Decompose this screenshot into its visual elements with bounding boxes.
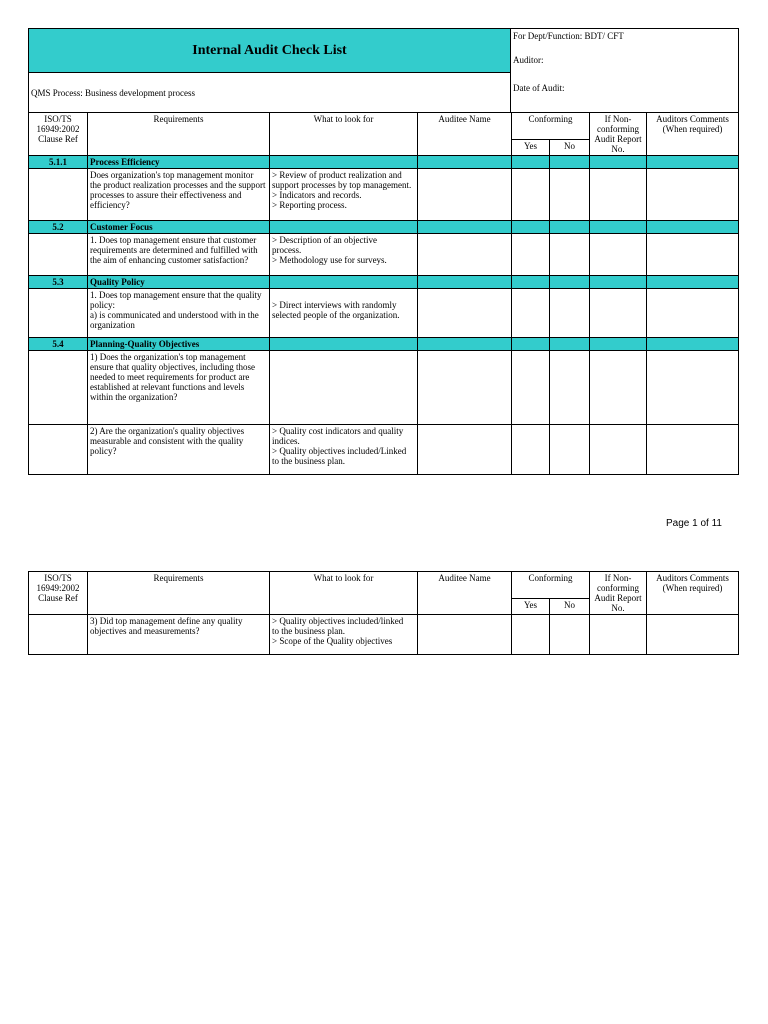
requirement-cell	[88, 234, 270, 276]
section-empty-cell	[512, 156, 550, 169]
section-title: Quality Policy	[88, 276, 270, 289]
section-empty-cell	[512, 276, 550, 289]
checklist-row	[29, 169, 739, 221]
section-empty-cell	[512, 338, 550, 351]
clause-cell	[29, 234, 88, 276]
section-row	[29, 156, 739, 169]
dept-function-label: For Dept/Function: BDT/ CFT	[513, 31, 624, 41]
clause-cell	[29, 289, 88, 338]
header-auditee-name: Auditee Name	[418, 572, 512, 615]
yes-cell	[512, 351, 550, 425]
section-empty-cell	[590, 156, 647, 169]
text-line: conforming	[597, 124, 639, 134]
header-conforming: Conforming	[512, 113, 590, 140]
text-line: > Direct interviews with randomly	[272, 300, 397, 310]
text-line: > Description of an objective	[272, 235, 378, 245]
header-clause-ref	[29, 113, 88, 156]
section-title: Customer Focus	[88, 221, 270, 234]
date-of-audit-label: Date of Audit:	[513, 83, 565, 93]
clause-cell	[29, 425, 88, 475]
audit-header-table	[28, 28, 739, 113]
text-line: > Indicators and records.	[272, 190, 362, 200]
auditor-comments-cell	[647, 351, 739, 425]
yes-cell	[512, 234, 550, 276]
qms-process-label: QMS Process: Business development process	[29, 73, 511, 113]
column-header-row	[29, 113, 739, 140]
non-conforming-report-cell	[590, 289, 647, 338]
section-empty-cell	[270, 156, 418, 169]
header-requirements: Requirements	[88, 113, 270, 156]
clause-cell	[29, 615, 88, 655]
section-clause: 5.3	[29, 276, 88, 289]
text-line: > Scope of the Quality objectives	[272, 636, 393, 646]
section-empty-cell	[647, 276, 739, 289]
text-line: No.	[611, 144, 625, 154]
no-cell	[550, 351, 590, 425]
text-line: needed to meet requirements for product are	[90, 372, 250, 382]
requirement-cell	[88, 169, 270, 221]
look-for-cell	[270, 234, 418, 276]
section-empty-cell	[590, 221, 647, 234]
text-line: to the business plan.	[272, 626, 345, 636]
section-empty-cell	[418, 221, 512, 234]
text-line: efficiency?	[90, 200, 130, 210]
header-no: No	[550, 599, 590, 615]
text-line: > Methodology use for surveys.	[272, 255, 387, 265]
no-cell	[550, 615, 590, 655]
header-conforming: Conforming	[512, 572, 590, 599]
non-conforming-report-cell	[590, 425, 647, 475]
header-non-conforming-report	[590, 113, 647, 156]
text-line: Does organization's top management monitor	[90, 170, 254, 180]
text-line: the aim of enhancing customer satisfaction?	[90, 255, 249, 265]
section-empty-cell	[550, 338, 590, 351]
checklist-row	[29, 351, 739, 425]
non-conforming-report-cell	[590, 234, 647, 276]
checklist-row	[29, 425, 739, 475]
audit-sheet-page-1	[28, 28, 738, 475]
section-row	[29, 221, 739, 234]
text-line: Clause Ref	[38, 593, 78, 603]
text-line: ensure that quality objectives, including those	[90, 362, 255, 372]
text-line: ISO/TS	[44, 114, 72, 124]
text-line: Audit Report	[594, 134, 642, 144]
header-yes: Yes	[512, 599, 550, 615]
checklist-row	[29, 289, 739, 338]
section-empty-cell	[647, 338, 739, 351]
non-conforming-report-cell	[590, 615, 647, 655]
section-clause: 5.1.1	[29, 156, 88, 169]
header-no: No	[550, 140, 590, 156]
section-empty-cell	[550, 221, 590, 234]
look-for-cell	[270, 289, 418, 338]
yes-cell	[512, 425, 550, 475]
non-conforming-report-cell	[590, 351, 647, 425]
auditor-comments-cell	[647, 425, 739, 475]
text-line: a) is communicated and understood with in the	[90, 310, 259, 320]
requirement-cell	[88, 351, 270, 425]
header-clause-ref	[29, 572, 88, 615]
auditor-comments-cell	[647, 169, 739, 221]
auditee-name-cell	[418, 234, 512, 276]
section-empty-cell	[590, 338, 647, 351]
look-for-cell	[270, 425, 418, 475]
text-line: policy:	[90, 300, 115, 310]
auditee-name-cell	[418, 425, 512, 475]
header-what-to-look-for: What to look for	[270, 113, 418, 156]
text-line: process.	[272, 245, 302, 255]
text-line: > Quality objectives included/linked	[272, 616, 404, 626]
text-line: > Quality objectives included/Linked	[272, 446, 407, 456]
text-line: support processes by top management.	[272, 180, 412, 190]
dept-auditor-cell	[511, 29, 739, 113]
text-line: conforming	[597, 583, 639, 593]
text-line: ISO/TS	[44, 573, 72, 583]
text-line: processes to assure their effectiveness and	[90, 190, 242, 200]
column-header-row	[29, 572, 739, 599]
text-line: Auditors Comments	[656, 573, 729, 583]
section-empty-cell	[418, 338, 512, 351]
text-line: objectives and measurements?	[90, 626, 200, 636]
text-line: If Non-	[604, 573, 632, 583]
text-line: > Quality cost indicators and quality	[272, 426, 404, 436]
section-clause: 5.2	[29, 221, 88, 234]
no-cell	[550, 169, 590, 221]
header-yes: Yes	[512, 140, 550, 156]
look-for-cell	[270, 351, 418, 425]
section-empty-cell	[270, 338, 418, 351]
text-line: 1. Does top management ensure that the quality	[90, 290, 262, 300]
section-row	[29, 276, 739, 289]
section-empty-cell	[550, 156, 590, 169]
header-non-conforming-report	[590, 572, 647, 615]
section-empty-cell	[270, 276, 418, 289]
document-title: Internal Audit Check List	[29, 29, 511, 73]
text-line: measurable and consistent with the quality	[90, 436, 244, 446]
no-cell	[550, 289, 590, 338]
audit-sheet-page-2	[28, 571, 738, 655]
text-line	[272, 290, 415, 300]
checklist-table	[28, 112, 739, 475]
clause-cell	[29, 169, 88, 221]
auditee-name-cell	[418, 289, 512, 338]
section-title: Process Efficiency	[88, 156, 270, 169]
section-row	[29, 338, 739, 351]
auditor-comments-cell	[647, 289, 739, 338]
text-line: 2) Are the organization's quality objectives	[90, 426, 245, 436]
auditee-name-cell	[418, 169, 512, 221]
checklist-table-continued	[28, 571, 739, 655]
text-line: indices.	[272, 436, 300, 446]
header-auditor-comments	[647, 113, 739, 156]
section-empty-cell	[647, 156, 739, 169]
requirement-cell	[88, 289, 270, 338]
text-line: No.	[611, 603, 625, 613]
text-line: (When required)	[662, 124, 723, 134]
auditee-name-cell	[418, 351, 512, 425]
non-conforming-report-cell	[590, 169, 647, 221]
text-line: organization	[90, 320, 135, 330]
header-requirements: Requirements	[88, 572, 270, 615]
checklist-row	[29, 615, 739, 655]
text-line: 3) Did top management define any quality	[90, 616, 243, 626]
header-what-to-look-for: What to look for	[270, 572, 418, 615]
clause-cell	[29, 351, 88, 425]
text-line: 16949:2002	[36, 124, 80, 134]
text-line: Auditors Comments	[656, 114, 729, 124]
section-empty-cell	[418, 276, 512, 289]
text-line: 16949:2002	[36, 583, 80, 593]
text-line: within the organization?	[90, 392, 178, 402]
text-line: > Reporting process.	[272, 200, 347, 210]
yes-cell	[512, 615, 550, 655]
look-for-cell	[270, 615, 418, 655]
text-line: requirements are determined and fulfilled with	[90, 245, 258, 255]
section-empty-cell	[647, 221, 739, 234]
text-line: 1) Does the organization's top management	[90, 352, 246, 362]
text-line: policy?	[90, 446, 117, 456]
requirement-cell	[88, 615, 270, 655]
text-line: selected people of the organization.	[272, 310, 400, 320]
yes-cell	[512, 169, 550, 221]
text-line: If Non-	[604, 114, 632, 124]
auditee-name-cell	[418, 615, 512, 655]
section-empty-cell	[550, 276, 590, 289]
checklist-row	[29, 234, 739, 276]
text-line: to the business plan.	[272, 456, 345, 466]
look-for-cell	[270, 169, 418, 221]
section-empty-cell	[512, 221, 550, 234]
text-line: (When required)	[662, 583, 723, 593]
no-cell	[550, 234, 590, 276]
text-line: Clause Ref	[38, 134, 78, 144]
section-empty-cell	[590, 276, 647, 289]
auditor-comments-cell	[647, 615, 739, 655]
text-line: established at relevant functions and levels	[90, 382, 245, 392]
page-number: Page 1 of 11	[666, 518, 722, 529]
section-empty-cell	[418, 156, 512, 169]
yes-cell	[512, 289, 550, 338]
section-empty-cell	[270, 221, 418, 234]
header-auditee-name: Auditee Name	[418, 113, 512, 156]
section-title: Planning-Quality Objectives	[88, 338, 270, 351]
auditor-label: Auditor:	[513, 55, 544, 65]
auditor-comments-cell	[647, 234, 739, 276]
text-line: the product realization processes and the support	[90, 180, 266, 190]
text-line: > Review of product realization and	[272, 170, 402, 180]
no-cell	[550, 425, 590, 475]
text-line: 1. Does top management ensure that customer	[90, 235, 257, 245]
section-clause: 5.4	[29, 338, 88, 351]
requirement-cell	[88, 425, 270, 475]
header-auditor-comments	[647, 572, 739, 615]
text-line: Audit Report	[594, 593, 642, 603]
